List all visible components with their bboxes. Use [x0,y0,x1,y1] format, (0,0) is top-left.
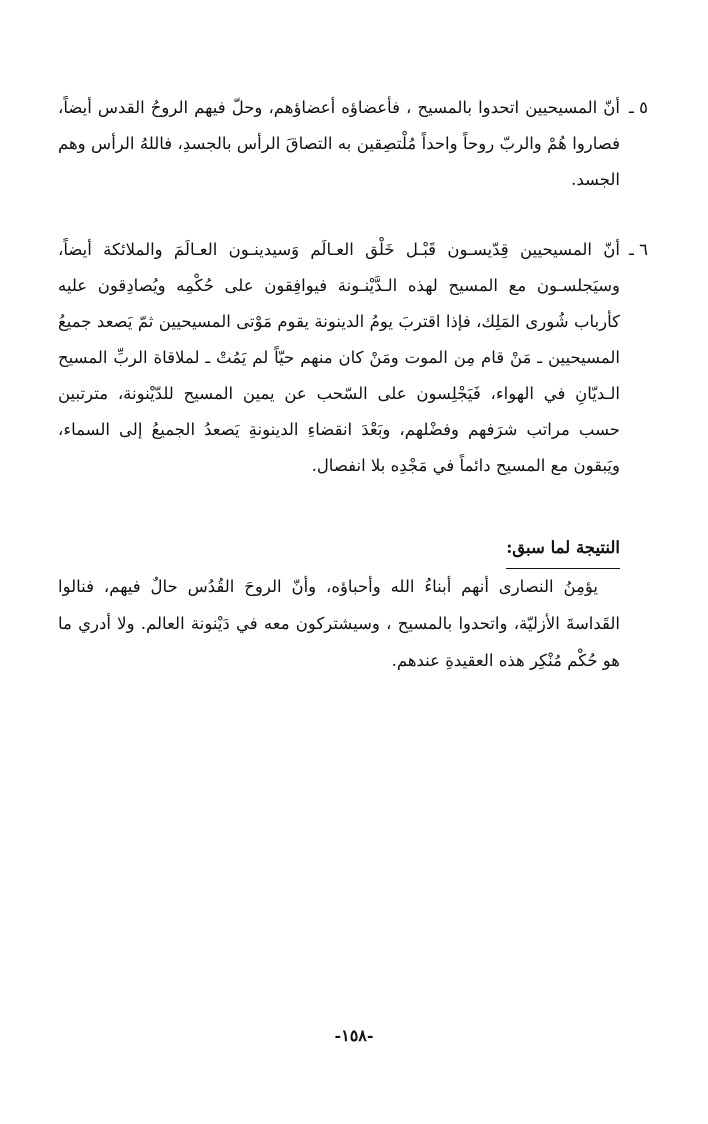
item-number: ٥ ـ [629,98,648,117]
numbered-item-6 [58,232,648,484]
item-text: أنّ المسيحيين قِدّيسـون قَبْـل خَلْق العـالَم وَسيدينـون العـالَمَ والملائكة أيضاً، وسيَجلسـون مع المسيح لهذه الـدَّيْنـونة فيوافِقون على حُكْمِه ويُصادِقون عليه كأرباب شُورى المَلِك، فإذا اقتربَ يومُ الدينونة يقوم مَوْتى المسيحيين ثمّ يَصعد جميعُ المسيحيين ـ مَنْ قام مِن الموت ومَنْ كان منهم حيّاً لم يَمُتْ ـ لملاقاة الربِّ المسيح الـديّانِ في الهواء، فَيَجْلِسون على السّحب عن يمين المسيح للدّيْنونة، مترتبين حسب مراتب شرَفهم وفضْلهم، وبَعْدَ انقضاءِ الدينونةِ يَصعدُ الجميعُ إلى السماء، ويَبقون مع المسيح دائماً في مَجْدِه بلا انفصال. [58,240,620,475]
numbered-item-5 [58,90,648,198]
conclusion-paragraph: يؤمِنُ النصارى أنهم أبناءُ الله وأحباؤه، وأنّ الروحَ القُدُس حالٌ فيهم، فنالوا القَداسةَ الأزليّة، واتحدوا بالمسيح ، وسيشتركون معه في دَيْنونة العالم. ولا أدري ما هو حُكْم مُنْكِر هذه العقيدةِ عندهم. [58,577,620,670]
item-text: أنّ المسيحيين اتحدوا بالمسيح ، فأعضاؤه أعضاؤهم، وحلّ فيهم الروحُ القدس أيضاً، فصاروا هُمْ والربّ روحاً واحداً مُلْتصِقين به التصاقَ الرأس بالجسدِ، فاللهُ الرأس وهم الجسد. [58,98,620,189]
item-number: ٦ ـ [629,240,648,259]
section-heading: النتيجة لما سبق: [506,530,620,569]
page-number: -١٥٨- [334,1026,374,1045]
